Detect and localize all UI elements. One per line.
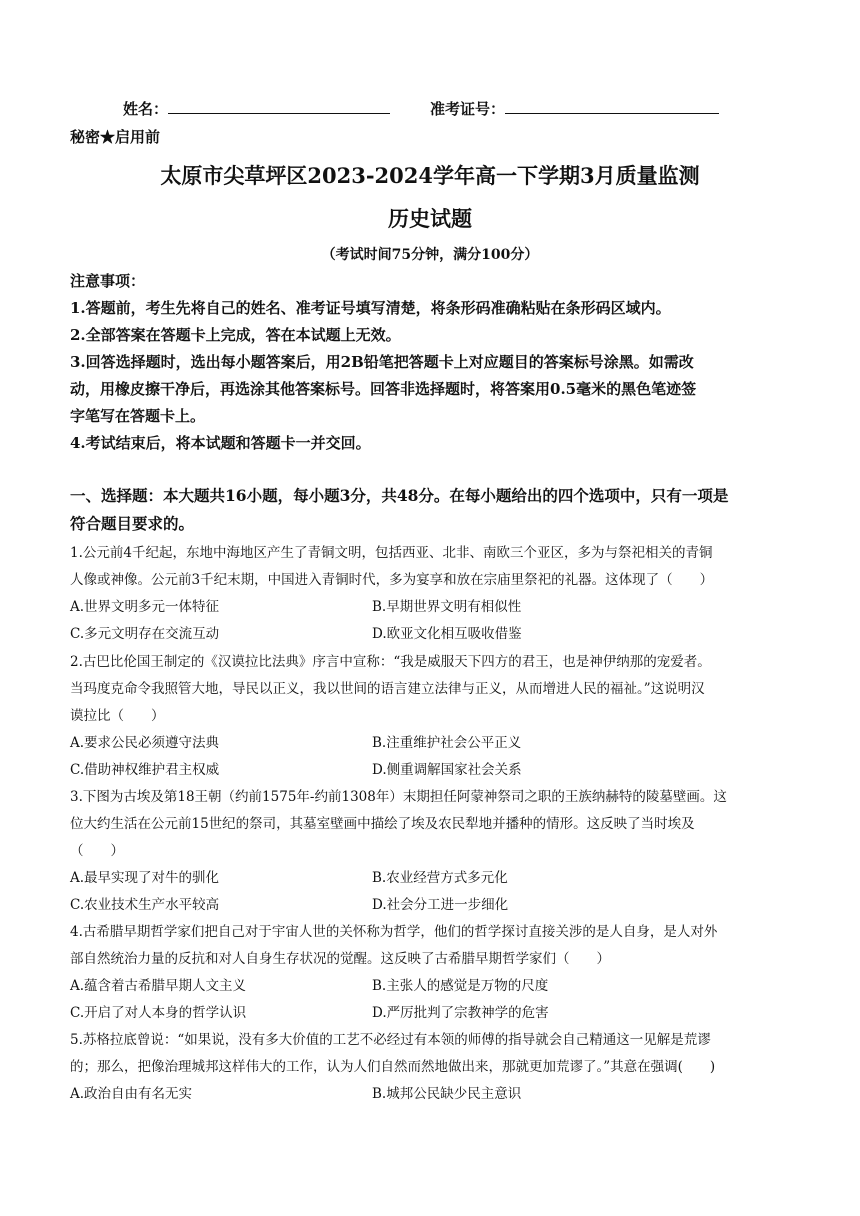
exam-number-field bbox=[430, 98, 719, 119]
question-3-stem: 3.下图为古埃及第18王朝（约前1575年-约前1308年）末期担任阿蒙神祭司之职的王族纳赫特的陵墓壁画。这 bbox=[70, 789, 727, 805]
subject-title: 历史试题 bbox=[388, 206, 472, 231]
question-4-option-a: A.蕴含着古希腊早期人文主义 bbox=[70, 978, 247, 994]
question-5-stem: 的；那么，把像治理城邦这样伟大的工作，认为人们自然而然地做出来，那就更加荒谬了。”其意在强调( ) bbox=[70, 1059, 716, 1075]
exam-title: 太原市尖草坪区2023-2024学年高一下学期3月质量监测 bbox=[160, 163, 700, 188]
note-line: 动，用橡皮擦干净后，再选涂其他答案标号。回答非选择题时，将答案用0.5毫米的黑色笔迹签 bbox=[70, 380, 697, 398]
name-blank[interactable] bbox=[168, 99, 390, 114]
question-4-option-d: D.严厉批判了宗教神学的危害 bbox=[372, 1005, 549, 1021]
exam-number-blank[interactable] bbox=[505, 99, 719, 114]
question-1-option-b: B.早期世界文明有相似性 bbox=[372, 599, 522, 615]
question-3-option-d: D.社会分工进一步细化 bbox=[372, 897, 509, 913]
note-line: 字笔写在答题卡上。 bbox=[70, 407, 206, 425]
question-5-option-a: A.政治自由有名无实 bbox=[70, 1086, 193, 1102]
question-3-option-b: B.农业经营方式多元化 bbox=[372, 870, 508, 886]
question-1-option-c: C.多元文明存在交流互动 bbox=[70, 626, 220, 642]
name-field bbox=[123, 98, 390, 119]
question-3-option-a: A.最早实现了对牛的驯化 bbox=[70, 870, 220, 886]
question-3-stem: （ ） bbox=[70, 843, 124, 859]
question-2-option-b: B.注重维护社会公平正义 bbox=[372, 735, 522, 751]
note-line: 4.考试结束后，将本试题和答题卡一并交回。 bbox=[70, 434, 371, 452]
question-2-option-d: D.侧重调解国家社会关系 bbox=[372, 762, 522, 778]
question-4-option-b: B.主张人的感觉是万物的尺度 bbox=[372, 978, 549, 994]
question-2-stem: 当玛度克命令我照管大地，导民以正义，我以世间的语言建立法律与正义，从而增进人民的福祉。”这说明汉 bbox=[70, 681, 705, 697]
question-1-stem: 人像或神像。公元前3千纪末期，中国进入青铜时代，多为宴享和放在宗庙里祭祀的礼器。这体现了（ ） bbox=[70, 572, 714, 588]
question-2-stem: 2.古巴比伦国王制定的《汉谟拉比法典》序言中宣称：“我是威服天下四方的君王，也是神伊纳那的宠爱者。 bbox=[70, 654, 711, 670]
exam-number-label: 准考证号： bbox=[430, 100, 506, 118]
question-3-stem: 位大约生活在公元前15世纪的祭司，其墓室壁画中描绘了埃及农民犁地并播种的情形。这反映了当时埃及 bbox=[70, 816, 695, 832]
question-4-stem: 4.古希腊早期哲学家们把自己对于宇宙人世的关怀称为哲学，他们的哲学探讨直接关涉的是人自身，是人对外 bbox=[70, 924, 718, 940]
name-label: 姓名： bbox=[123, 100, 169, 118]
notes-heading: 注意事项： bbox=[70, 272, 146, 290]
secret-mark: 秘密★启用前 bbox=[70, 128, 161, 146]
question-2-option-c: C.借助神权维护君主权威 bbox=[70, 762, 220, 778]
question-4-option-c: C.开启了对人本身的哲学认识 bbox=[70, 1005, 247, 1021]
question-5-stem: 5.苏格拉底曾说：“如果说，没有多大价值的工艺不必经过有本领的师傅的指导就会自己精通这一见解是荒谬 bbox=[70, 1032, 711, 1048]
exam-time-score: （考试时间75分钟，满分100分） bbox=[321, 247, 539, 263]
question-1-stem: 1.公元前4千纪起，东地中海地区产生了青铜文明，包括西亚、北非、南欧三个亚区，多为与祭祀相关的青铜 bbox=[70, 545, 713, 561]
question-2-option-a: A.要求公民必须遵守法典 bbox=[70, 735, 220, 751]
question-5-option-b: B.城邦公民缺少民主意识 bbox=[372, 1086, 522, 1102]
question-3-option-c: C.农业技术生产水平较高 bbox=[70, 897, 220, 913]
note-line: 3.回答选择题时，选出每小题答案后，用2B铅笔把答题卡上对应题目的答案标号涂黑。如需改 bbox=[70, 353, 694, 371]
note-line: 2.全部答案在答题卡上完成，答在本试题上无效。 bbox=[70, 326, 401, 344]
question-1-option-d: D.欧亚文化相互吸收借鉴 bbox=[372, 626, 522, 642]
section-heading: 一、选择题：本大题共16小题，每小题3分，共48分。在每小题给出的四个选项中，只有一项是 bbox=[70, 486, 729, 505]
section-heading-cont: 符合题目要求的。 bbox=[70, 514, 195, 533]
question-4-stem: 部自然统治力量的反抗和对人自身生存状况的觉醒。这反映了古希腊早期哲学家们（ ） bbox=[70, 951, 610, 967]
note-line: 1.答题前，考生先将自己的姓名、准考证号填写清楚，将条形码准确粘贴在条形码区域内。 bbox=[70, 299, 671, 317]
question-2-stem: 谟拉比（ ） bbox=[70, 708, 165, 724]
question-1-option-a: A.世界文明多元一体特征 bbox=[70, 599, 220, 615]
